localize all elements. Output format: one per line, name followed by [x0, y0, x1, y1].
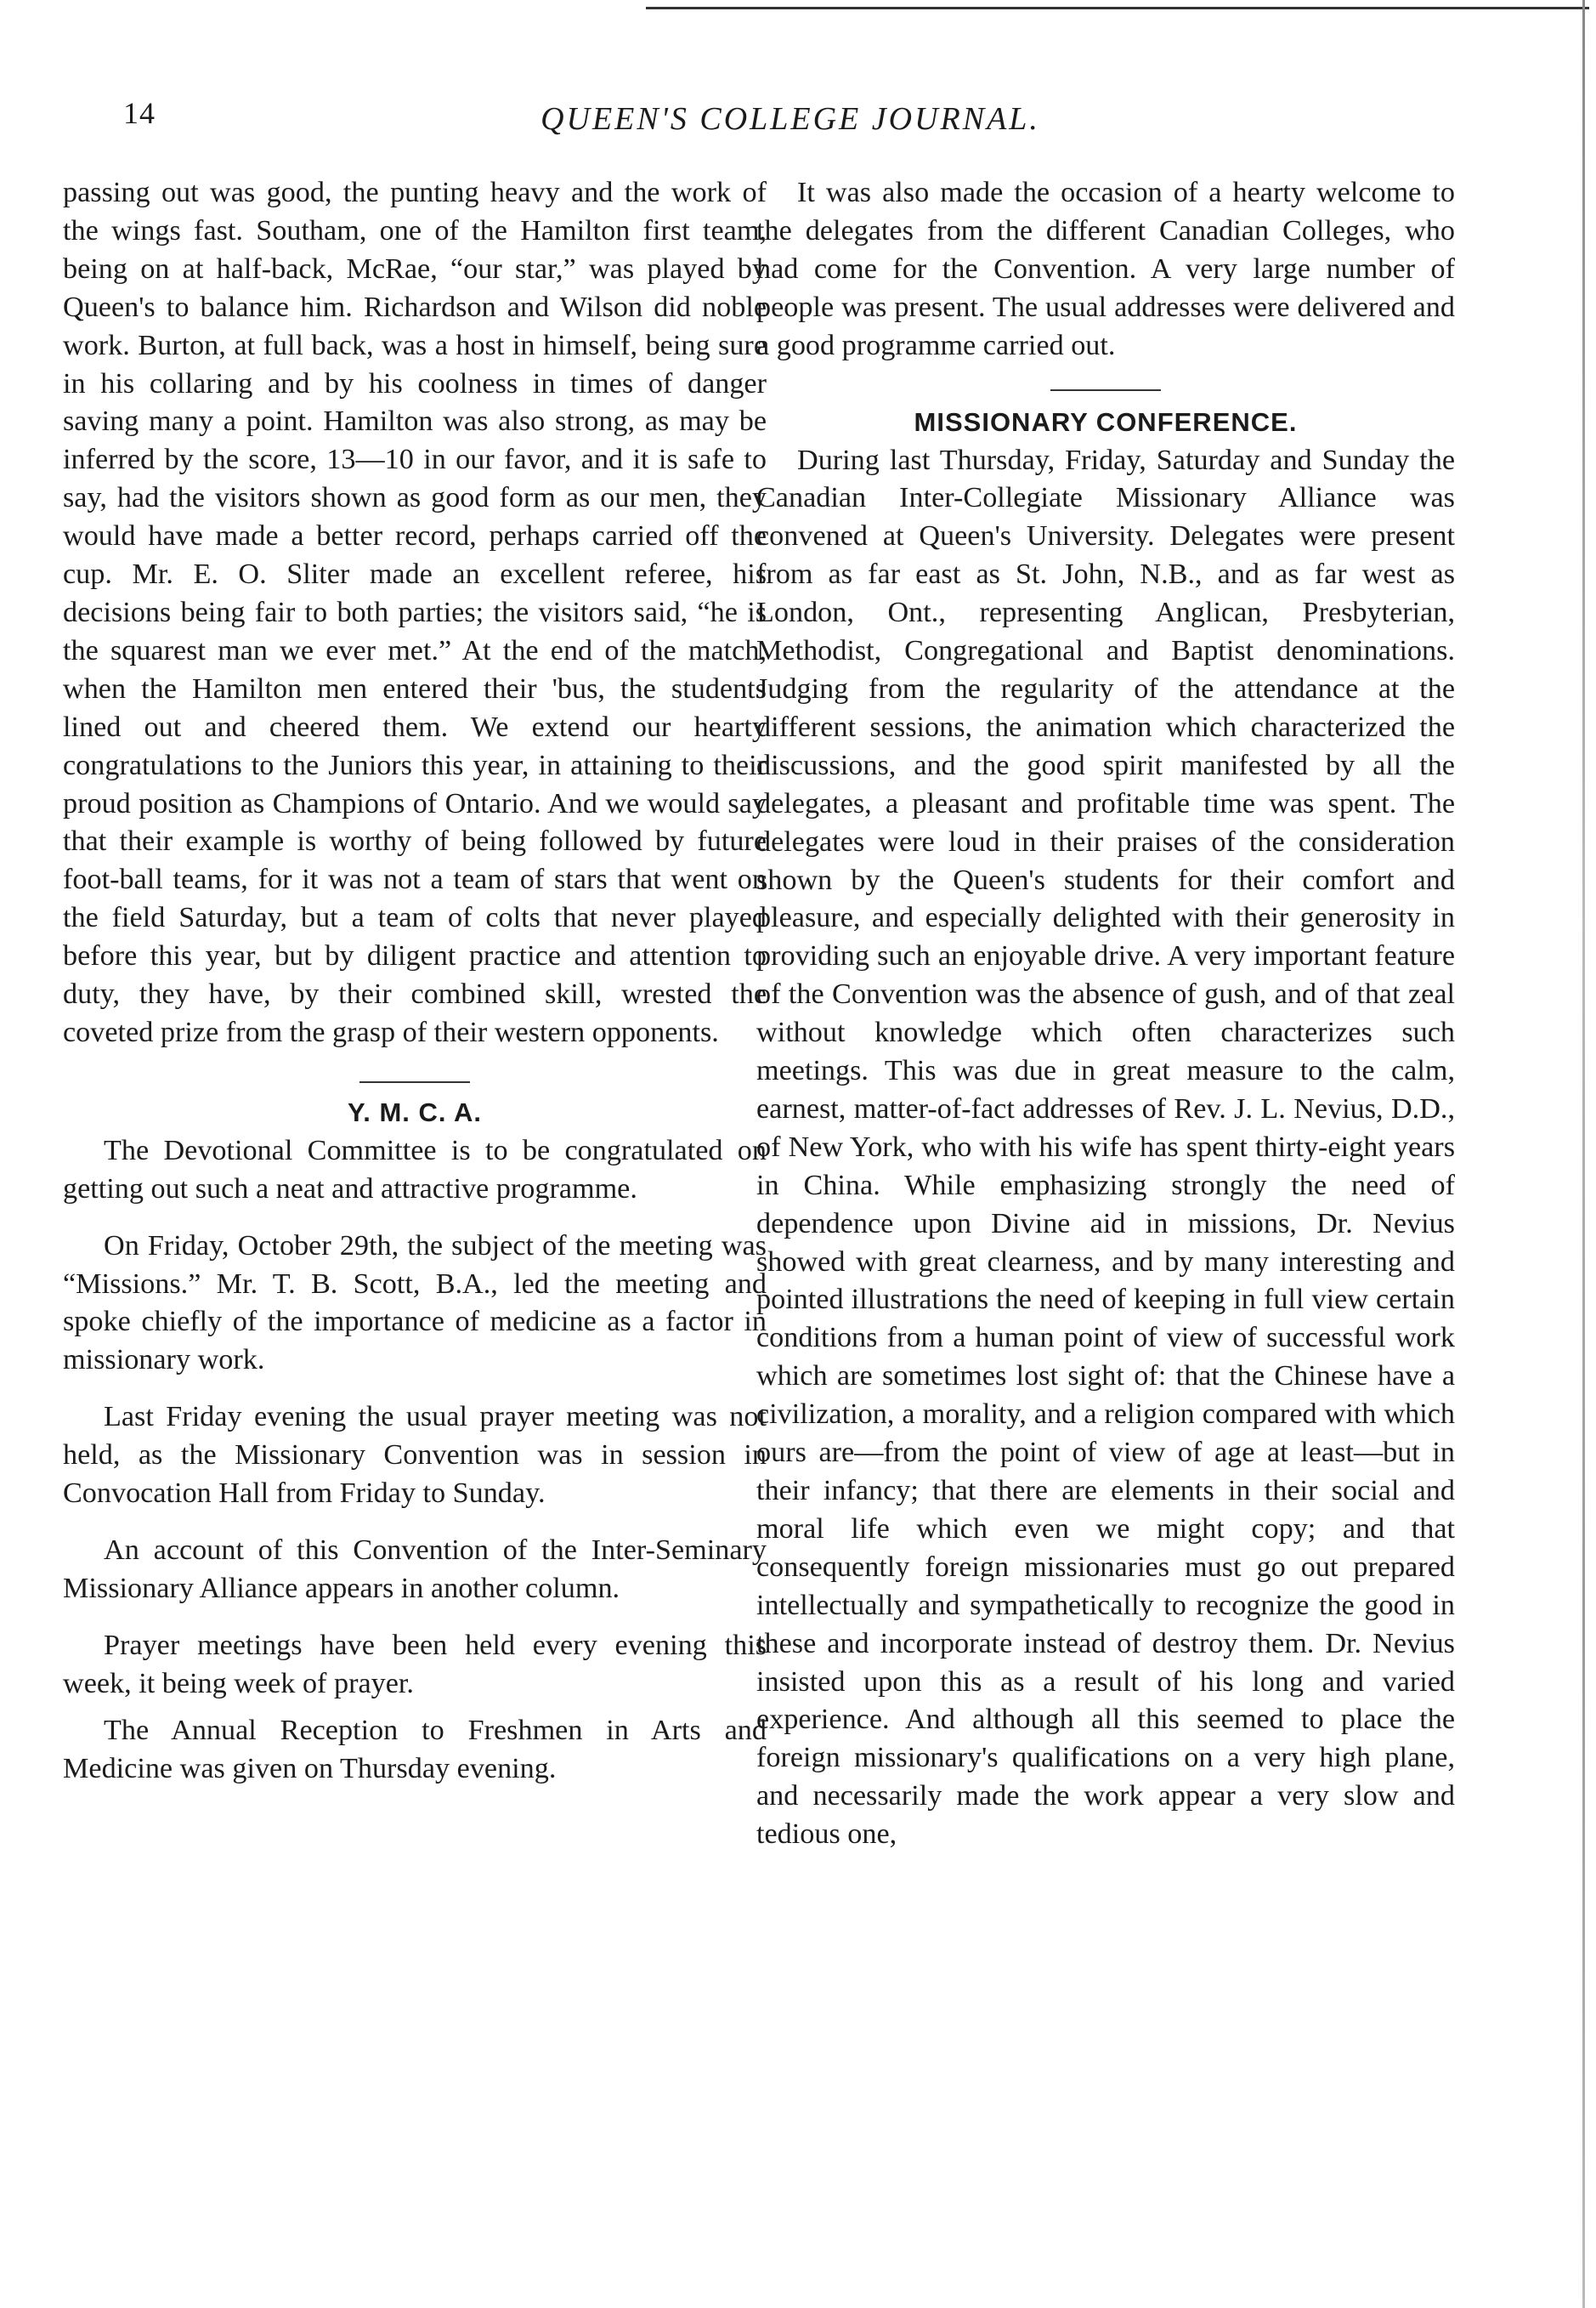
- right-column: [756, 174, 1455, 1854]
- section-divider: [359, 1081, 470, 1083]
- page-edge: [1582, 0, 1585, 2308]
- ymca-heading: Y. M. C. A.: [348, 1097, 482, 1127]
- ymca-paragraph: On Friday, October 29th, the subject of the meeting was “Missions.” Mr. T. B. Scott, B.A., led the meeting and spoke chiefly of the importance of medicine as a factor in missionary work.: [63, 1229, 767, 1376]
- ymca-paragraph: Prayer meetings have been held every evening this week, it being week of prayer.: [63, 1629, 767, 1699]
- left-column: [63, 174, 767, 1788]
- ymca-paragraph: An account of this Convention of the Inter-Seminary Missionary Alliance appears in another column.: [63, 1534, 767, 1604]
- missionary-conference-paragraph: During last Thursday, Friday, Saturday and Sunday the Canadian Inter-Collegiate Missionary Alliance was convened at Queen's University. Delegates were present from as far east as St. John, N.B., and as far west as London, Ont., representing Anglican, Presbyterian, Methodist, Congregational and Baptist denominations. Judging from the regularity of the attendance at the different sessions, the animation which characterized the discussions, and the good spirit manifested by all the delegates, a pleasant and profitable time was spent. The delegates were loud in their praises of the consideration shown by the Queen's students for their comfort and pleasure, and especially delighted with their generosity in providing such an enjoyable drive. A very important feature of the Convention was the absence of gush, and of that zeal without knowledge which often characterizes such meetings. This was due in great measure to the calm, earnest, matter-of-fact addresses of Rev. J. L. Nevius, D.D., of New York, who with his wife has spent thirty-eight years in China. While emphasizing strongly the need of dependence upon Divine aid in missions, Dr. Nevius showed with great clearness, and by many interesting and pointed illustrations the need of keeping in full view certain conditions from a human point of view of successful work which are sometimes lost sight of: that the Chinese have a civilization, a morality, and a religion compared with which ours are—from the point of view of age at least—but in their infancy; that there are elements in their social and moral life which even we might copy; and that consequently foreign missionaries must go out prepared intellectually and sympathetically to recognize the good in these and incorporate instead of destroy them. Dr. Nevius insisted upon this as a result of his long and varied experience. And although all this seemed to place the foreign missionary's qualifications on a very high plane, and necessarily made the work appear a very slow and tedious one,: [756, 444, 1455, 1851]
- page-number: 14: [123, 96, 156, 130]
- missionary-conference-heading: MISSIONARY CONFERENCE.: [914, 406, 1298, 437]
- running-head: QUEEN'S COLLEGE JOURNAL.: [540, 101, 1040, 137]
- ymca-paragraph: The Annual Reception to Freshmen in Arts and Medicine was given on Thursday evening.: [63, 1714, 767, 1784]
- ymca-paragraph: Last Friday evening the usual prayer meeting was not held, as the Missionary Convention was in session in Convocation Hall from Friday to Sunday.: [63, 1401, 767, 1510]
- reception-continuation: It was also made the occasion of a hearty welcome to the delegates from the different Canadian Colleges, who had come for the Convention. A very large number of people was present. The usual addresses were delivered and a good programme carried out.: [756, 177, 1455, 361]
- football-report-paragraph: passing out was good, the punting heavy and the work of the wings fast. Southam, one of the Hamilton first team, being on at half-back, McRae, “our star,” was played by Queen's to balance him. Richardson and Wilson did noble work. Burton, at full back, was a host in himself, being sure in his collaring and by his coolness in times of danger saving many a point. Hamilton was also strong, as may be inferred by the score, 13—10 in our favor, and it is safe to say, had the visitors shown as good form as our men, they would have made a better record, perhaps carried off the cup. Mr. E. O. Sliter made an excellent referee, his decisions being fair to both parties; the visitors said, “he is the squarest man we ever met.” At the end of the match, when the Hamilton men entered their 'bus, the students lined out and cheered them. We extend our hearty congratulations to the Juniors this year, in attaining to their proud position as Champions of Ontario. And we would say that their example is worthy of being followed by future foot-ball teams, for it was not a team of stars that went on the field Saturday, but a team of colts that never played before this year, but by diligent practice and attention to duty, they have, by their combined skill, wrested the coveted prize from the grasp of their western opponents.: [63, 177, 767, 1048]
- ymca-paragraph: The Devotional Committee is to be congratulated on getting out such a neat and attractive programme.: [63, 1134, 767, 1205]
- top-border-rule: [646, 7, 1589, 9]
- section-divider: [1050, 389, 1161, 391]
